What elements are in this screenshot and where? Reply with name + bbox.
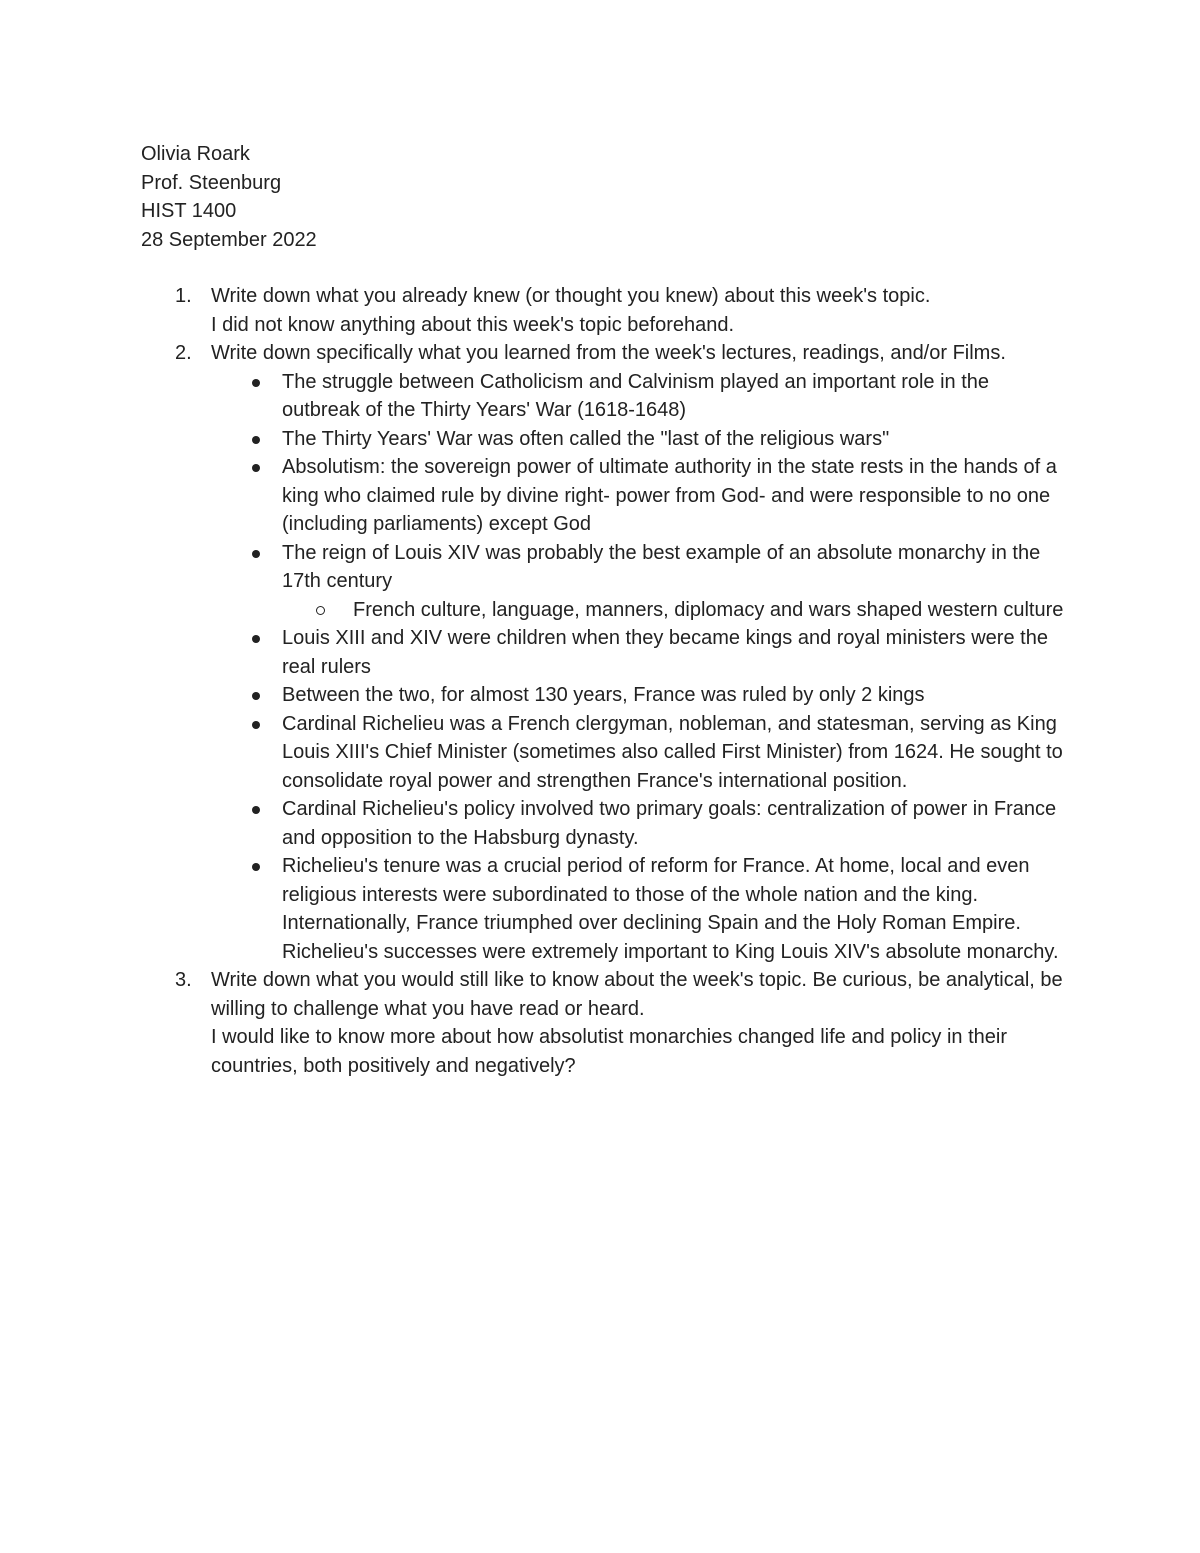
sub-bullet-item [282,596,1071,625]
question-number: 1. [175,285,192,307]
bullet-dot-icon [252,863,260,871]
question-answer: I would like to know more about how absolutist monarchies changed life and policy in their countries, both positively and negatively? [211,1026,1007,1077]
bullet-item [211,795,1071,852]
sub-bullet-list [282,596,1071,625]
spacer [141,254,1071,282]
bullet-dot-icon [252,806,260,814]
bullet-text: Cardinal Richelieu was a French clergyman, nobleman, and statesman, serving as King Louis XIII's Chief Minister (sometimes also called First Minister) from 1624. He sought to consolidate royal power and strengthen France's international position. [282,712,1063,792]
document-date: 28 September 2022 [141,228,317,251]
document-body [141,140,1071,1080]
bullet-item [211,368,1071,425]
bullet-item [211,624,1071,681]
bullet-item [211,710,1071,796]
bullet-text: Absolutism: the sovereign power of ultimate authority in the state rests in the hands of a king who claimed rule by divine right- power from God- and were responsible to no one (including parliaments) except God [282,456,1057,535]
bullet-text: Between the two, for almost 130 years, France was ruled by only 2 kings [282,684,925,706]
student-name: Olivia Roark [141,143,250,165]
bullet-item [211,539,1071,625]
question-prompt: Write down what you already knew (or thought you knew) about this week's topic. [211,285,931,307]
bullet-text: The Thirty Years' War was often called the "last of the religious wars" [282,427,890,450]
bullet-item [211,681,1071,710]
sub-bullet-text: French culture, language, manners, diplomacy and wars shaped western culture [353,598,1064,621]
bullet-text: Cardinal Richelieu's policy involved two primary goals: centralization of power in France and opposition to the Habsburg dynasty. [282,798,1057,849]
question-item [141,339,1071,966]
bullet-text: The reign of Louis XIV was probably the best example of an absolute monarchy in the 17th century [282,541,1041,592]
bullet-circle-icon [316,606,325,615]
question-number: 2. [175,342,192,364]
question-item [141,966,1071,1080]
bullet-text: The struggle between Catholicism and Calvinism played an important role in the outbreak of the Thirty Years' War (1618-1648) [282,370,990,421]
bullet-item [211,425,1071,454]
bullet-item [211,453,1071,539]
bullet-text: Richelieu's tenure was a crucial period of reform for France. At home, local and even religious interests were subordinated to those of the whole nation and the king. Internationally, France triumphed over declining Spain and the Holy Roman Empire. Richelieu's successes were extremely important to King Louis XIV's absolute monarchy. [282,855,1059,963]
question-prompt: Write down what you would still like to know about the week's topic. Be curious, be analytical, be willing to challenge what you have read or heard. [211,969,1063,1020]
professor-name: Prof. Steenburg [141,171,282,194]
question-answer: I did not know anything about this week's topic beforehand. [211,313,735,336]
question-prompt: Write down specifically what you learned from the week's lectures, readings, and/or Films. [211,342,1006,364]
bullet-dot-icon [252,692,260,700]
learned-bullet-list [211,368,1071,967]
bullet-dot-icon [252,550,260,558]
bullet-item [211,852,1071,966]
question-item [141,282,1071,339]
bullet-dot-icon [252,721,260,729]
question-number: 3. [175,969,192,991]
bullet-dot-icon [252,436,260,444]
course-code: HIST 1400 [141,200,237,222]
bullet-dot-icon [252,379,260,387]
question-list [141,282,1071,1080]
bullet-dot-icon [252,635,260,643]
bullet-dot-icon [252,464,260,472]
bullet-text: Louis XIII and XIV were children when they became kings and royal ministers were the real rulers [282,627,1048,678]
